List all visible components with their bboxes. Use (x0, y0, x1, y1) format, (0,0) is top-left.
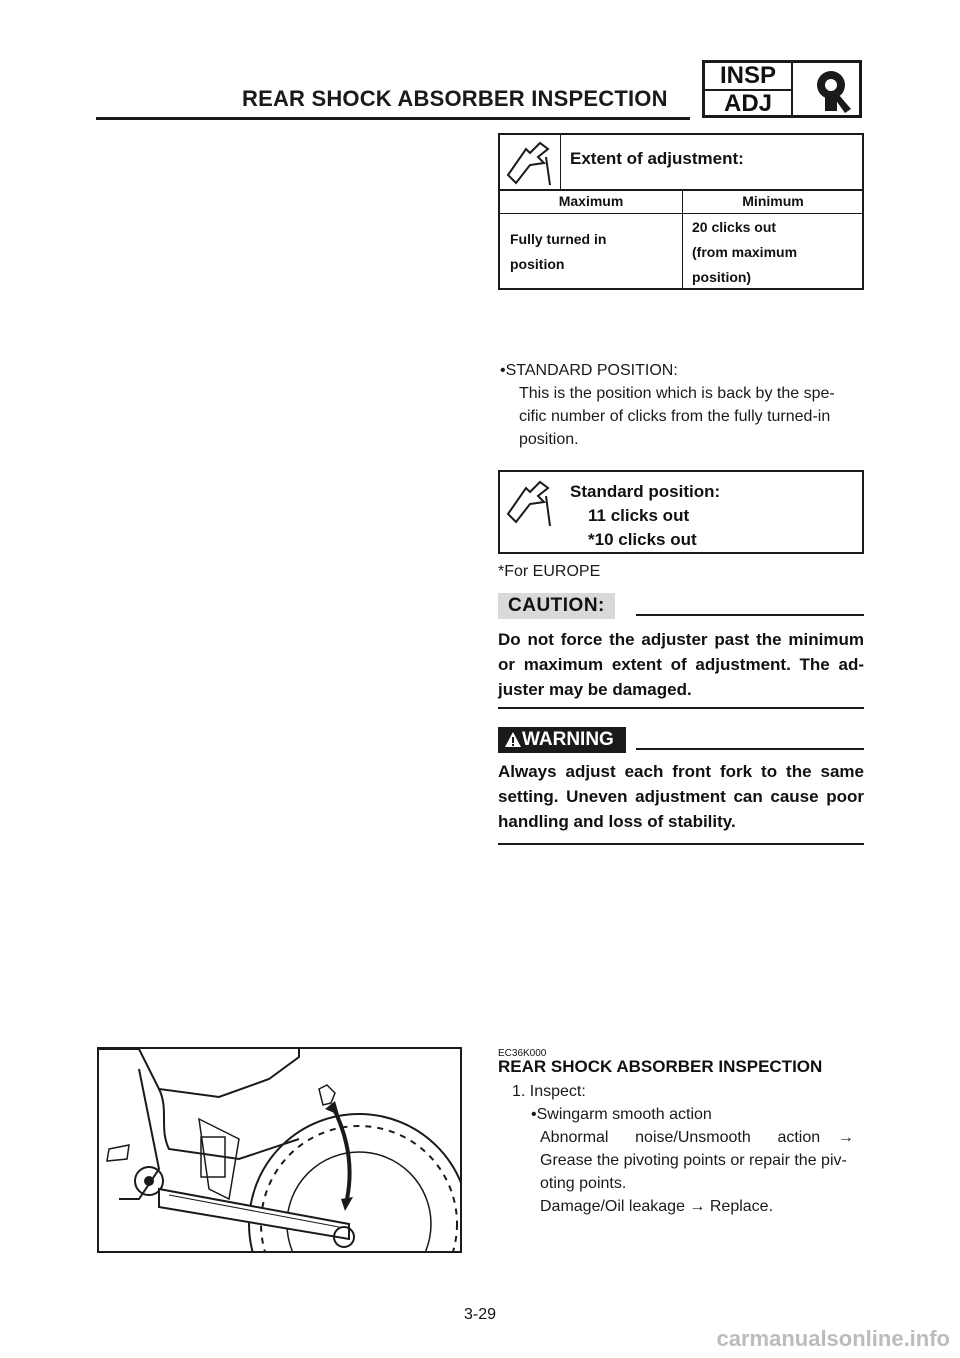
inspection-step: 1. Inspect: (512, 1083, 586, 1100)
caution-text: Do not force the adjuster past the minimum or maximum extent of adjustment. The ad-juster may be damaged. (498, 630, 864, 699)
inspection-item: •Swingarm smooth action (531, 1106, 712, 1123)
inspection-detail: Grease the pivoting points or repair the piv- (540, 1152, 847, 1169)
standard-position-line: cific number of clicks from the fully turned-in (519, 408, 831, 425)
caliper-icon (500, 135, 561, 189)
section-code: EC36K000 (498, 1048, 547, 1059)
header-rule (96, 117, 690, 120)
standard-position-box (498, 470, 864, 554)
inspection-detail: Damage/Oil leakage → Replace. (540, 1198, 774, 1215)
wrench-icon (801, 65, 861, 115)
column-header-minimum: Minimum (742, 193, 804, 209)
caution-label: CAUTION: (498, 593, 615, 619)
inspection-heading: REAR SHOCK ABSORBER INSPECTION (498, 1057, 823, 1076)
section-label-adj: ADJ (723, 90, 772, 117)
table-cell-maximum: Fully turned in position (510, 231, 607, 272)
column-header-maximum: Maximum (558, 193, 624, 209)
section-badge (702, 60, 862, 118)
standard-position-value: *10 clicks out (588, 530, 697, 549)
watermark: carmanualsonline.info (716, 1326, 950, 1351)
section-label-insp: INSP (719, 62, 776, 89)
standard-position-heading: •STANDARD POSITION: (500, 362, 678, 379)
inspection-detail: Abnormal noise/Unsmooth action → (540, 1129, 854, 1146)
caution-end-rule (498, 707, 864, 709)
page-title: REAR SHOCK ABSORBER INSPECTION (242, 86, 668, 111)
inspection-detail: oting points. (540, 1175, 627, 1192)
warning-label: WARNING (498, 727, 626, 753)
standard-position-value: 11 clicks out (588, 506, 690, 525)
table-title: Extent of adjustment: (570, 149, 744, 168)
warning-rule (636, 748, 864, 750)
warning-end-rule (498, 843, 864, 845)
swingarm-illustration (97, 1047, 462, 1253)
caution-rule (636, 614, 864, 616)
caliper-icon (500, 472, 560, 552)
standard-position-title: Standard position: (570, 482, 721, 501)
warning-text: Always adjust each front fork to the same setting. Uneven adjustment can cause poor handling and loss of stability. (498, 762, 864, 831)
standard-position-line: This is the position which is back by the spe- (519, 385, 835, 402)
footnote: *For EUROPE (498, 563, 601, 580)
warning-triangle-icon (504, 731, 522, 749)
page-number: 3-29 (463, 1306, 497, 1323)
standard-position-line: position. (519, 431, 579, 448)
table-cell-minimum: 20 clicks out (from maximum position) (692, 219, 798, 285)
adjustment-table (498, 133, 864, 290)
